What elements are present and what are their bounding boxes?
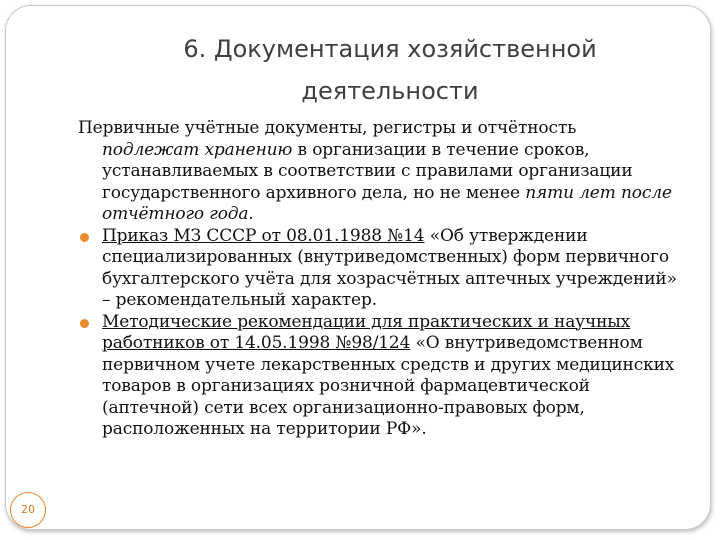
intro-text-3: . [248, 204, 254, 224]
list-item [78, 226, 678, 312]
slide-body [78, 118, 678, 441]
intro-text-1: Первичные учётные документы, регистры и отчётность [78, 118, 577, 138]
guidelines-link[interactable]: Методические рекомендации для практических и научных работников от 14.05.1998 №98/124 [102, 311, 631, 353]
list-item-text: «Об утверждении специализированных (внутриведомственных) форм первичного бухгалтерского учёта для хозрасчётных аптечных учреждений» – рекомендательный характер. [102, 225, 677, 310]
page-number: 20 [10, 492, 46, 528]
bullet-icon [80, 319, 89, 328]
list-item [78, 312, 678, 441]
intro-text-2: в организации в течение сроков, устанавливаемых в соответствии с правилами организации государственного архивного дела, но не менее [102, 139, 633, 203]
intro-emphasis-1: подлежат хранению [102, 139, 293, 160]
title-line-2: деятельности [301, 77, 479, 105]
intro-emphasis-2: пяти лет после отчётного года [102, 182, 672, 224]
order-link[interactable]: Приказ МЗ СССР от 08.01.1988 №14 [102, 225, 425, 246]
bullet-icon [80, 233, 89, 242]
slide-title [110, 28, 670, 112]
list-item-text: «О внутриведомственном первичном учете лекарственных средств и других медицинских товаров в организациях розничной фармацевтической (аптечной) сети всех организационно-правовых форм, расположенных на территории РФ». [102, 333, 675, 439]
intro-paragraph [78, 118, 678, 226]
title-line-1: 6. Документация хозяйственной [183, 35, 597, 63]
